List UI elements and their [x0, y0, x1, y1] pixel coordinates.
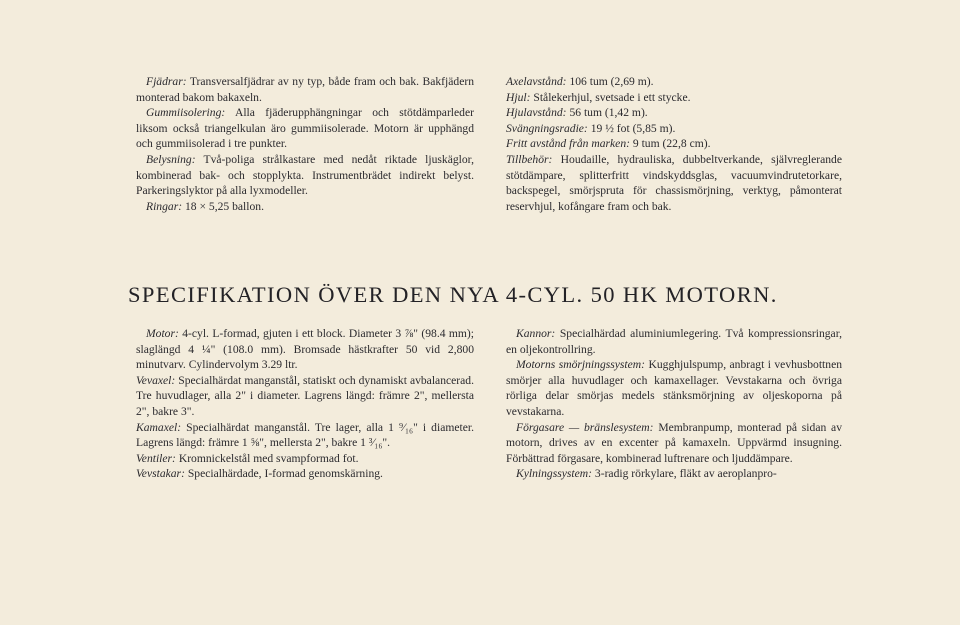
- spec-text: Specialhärdade, I-formad genomskärning.: [187, 467, 383, 481]
- spec-text: Kromnickelstål med svampformad fot.: [178, 451, 359, 465]
- spec-label: Kannor:: [516, 327, 556, 340]
- spec-item-accessories: [506, 152, 842, 214]
- spec-item-lubrication: [506, 357, 842, 419]
- spec-item-valves: [136, 451, 474, 467]
- spec-label: Ventiler:: [136, 451, 176, 465]
- spec-text: 106 tum (2,69 m).: [569, 75, 654, 88]
- section-heading: SPECIFIKATION ÖVER DEN NYA 4-CYL. 50 HK MOTORN.: [128, 282, 778, 307]
- spec-label: Ringar:: [146, 199, 183, 213]
- spec-label: Vevstakar:: [136, 467, 185, 481]
- spec-text: 4-cyl. L-formad, gjuten i ett block. Diameter 3 ⅞" (98.4 mm); slaglängd 4 ¼" (108.0 mm). Bromsade hästkrafter 50 vid 2,800 minutvarv. Cylindervolym 3.29 ltr.: [136, 327, 475, 372]
- spec-text: Stålekerhjul, svetsade i ett stycke.: [533, 90, 691, 104]
- spec-label: Motorns smörjningssystem:: [516, 358, 646, 372]
- spec-item-cooling: [506, 466, 842, 482]
- spec-text: 56 tum (1,42 m).: [569, 106, 648, 120]
- engine-specs-left: [136, 326, 474, 482]
- spec-item-fuel-system: [506, 420, 842, 467]
- spec-item-springs: [136, 74, 474, 105]
- spec-label: Vevaxel:: [136, 373, 176, 387]
- spec-item-connecting-rods: [136, 466, 474, 482]
- spec-text: 9 tum (22,8 cm).: [632, 137, 711, 151]
- spec-label: Gummiisolering:: [146, 106, 226, 120]
- spec-text: Specialhärdat manganstål. Tre lager, alla 1 ⁹⁄₁₆" i diameter. Lagrens längd: främre 1 ⅝", mellersta 2", bakre 1 ³⁄₁₆".: [136, 420, 474, 450]
- spec-text: Alla fjäderupphängningar och stötdämparleder liksom också triangelkulan äro gummiisolerade. Motorn är upphängd och gummiisolerad i tre punkter.: [136, 106, 474, 151]
- spec-item-camshaft: [136, 420, 474, 451]
- spec-item-crankshaft: [136, 373, 474, 420]
- spec-item-engine: [136, 326, 474, 373]
- spec-label: Fritt avstånd från marken:: [506, 137, 630, 151]
- spec-label: Axelavstånd:: [506, 75, 567, 88]
- engine-specs-right: [506, 326, 842, 482]
- spec-item-pistons: [506, 326, 842, 357]
- spec-item-wheelbase: [506, 74, 842, 90]
- spec-text: Membranpump, monterad på sidan av motorn, drives av en excenter på kamaxeln. Uppvärmd insugning. Förbättrad förgasare, kombinerad luftrenare och ljuddämpare.: [506, 420, 842, 465]
- spec-item-lighting: [136, 152, 474, 199]
- spec-text: 3-radig rörkylare, fläkt av aeroplanpro-: [594, 467, 777, 481]
- spec-label: Tillbehör:: [506, 152, 553, 166]
- spec-item-track: [506, 105, 842, 121]
- spec-item-tires: [136, 199, 474, 215]
- chassis-specs-left: [136, 74, 474, 214]
- spec-label: Förgasare — bränslesystem:: [516, 420, 654, 434]
- spec-item-turning-radius: [506, 121, 842, 137]
- spec-label: Kylningssystem:: [516, 467, 592, 481]
- spec-text: 19 ½ fot (5,85 m).: [590, 121, 676, 135]
- spec-label: Hjul:: [506, 90, 531, 104]
- spec-label: Kamaxel:: [136, 420, 182, 434]
- spec-label: Fjädrar:: [146, 75, 187, 88]
- spec-text: Specialhärdad aluminiumlegering. Två kompressionsringar, en oljekontrollring.: [506, 327, 842, 356]
- spec-text: 18 × 5,25 ballon.: [184, 199, 264, 213]
- spec-item-rubber-insulation: [136, 105, 474, 152]
- spec-text: Houdaille, hydrauliska, dubbeltverkande, självreglerande stötdämpare, splitterfritt vindskyddsglas, vacuumvindrutetorkare, backspegel, smörjspruta för chassismörjning, verktyg, påmonterat reservhjul, kofångare fram och bak.: [506, 152, 842, 213]
- chassis-specs-right: [506, 74, 842, 214]
- spec-label: Svängningsradie:: [506, 121, 588, 135]
- spec-text: Specialhärdat manganstål, statiskt och dynamiskt avbalancerad. Tre huvudlager, alla 2" i diameter. Lagrens längd: främre 2", mellersta 2", bakre 3".: [136, 373, 474, 418]
- spec-text: Transversalfjädrar av ny typ, både fram och bak. Bakfjädern monterad bakom bakaxeln.: [136, 75, 474, 104]
- spec-item-wheels: [506, 90, 842, 106]
- spec-label: Motor:: [146, 327, 179, 340]
- spec-text: Två-poliga strålkastare med nedåt riktade ljuskäglor, kombinerad bak- och stopplykta. Instrumentbrädet indirekt belyst. Parkeringslyktor på alla lyxmodeller.: [136, 152, 474, 198]
- spec-item-ground-clearance: [506, 136, 842, 152]
- spec-label: Hjulavstånd:: [506, 106, 567, 120]
- spec-label: Belysning:: [146, 152, 196, 166]
- spec-text: Kugghjulspump, anbragt i vevhusbottnen smörjer alla huvudlager och kamaxellager. Vevstakarna och övriga rörliga delar smörjas medels stänksmörjning av oljeskoporna på vevstakarna.: [506, 358, 843, 418]
